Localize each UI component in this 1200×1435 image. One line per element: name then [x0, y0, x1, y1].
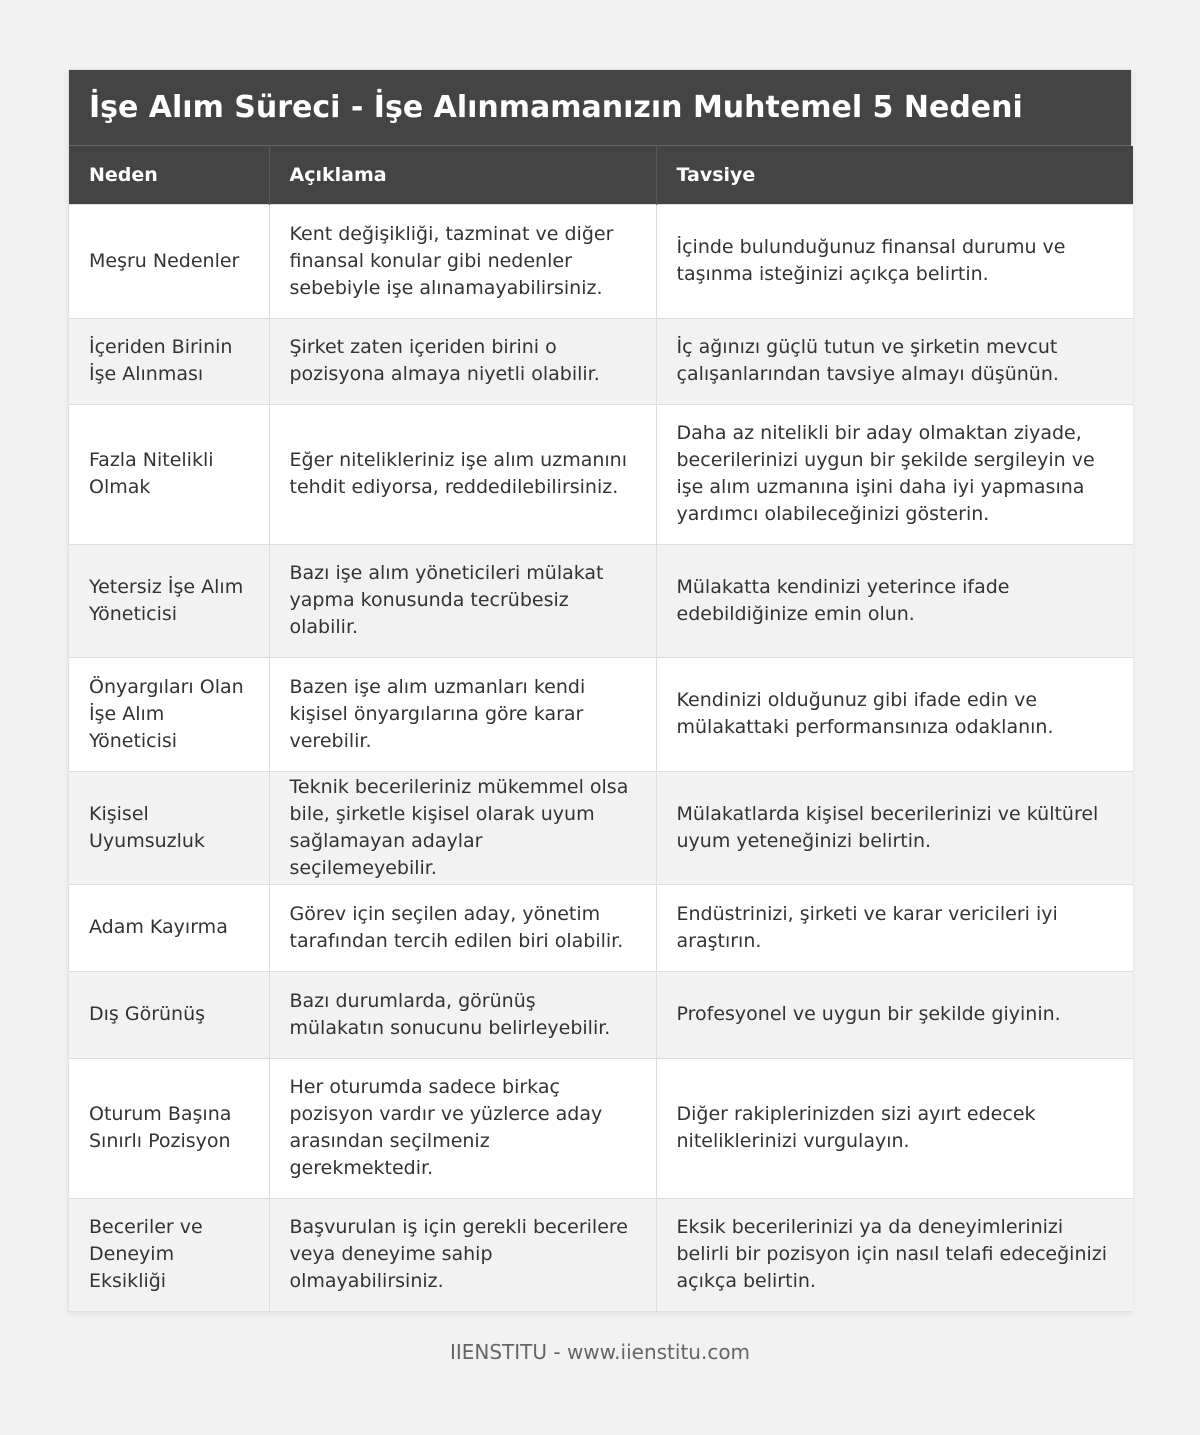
reasons-table	[69, 146, 1133, 1311]
advice-cell: İç ağınızı güçlü tutun ve şirketin mevcut çalışanlarından tavsiye almayı düşünün.	[656, 318, 1133, 404]
advice-cell: Endüstrinizi, şirketi ve karar vericileri iyi araştırın.	[656, 884, 1133, 971]
footer-credit: IIENSTITU - www.iienstitu.com	[449, 1340, 751, 1364]
table-row	[69, 657, 1133, 771]
advice-cell: Kendinizi olduğunuz gibi ifade edin ve mülakattaki performansınıza odaklanın.	[656, 657, 1133, 771]
advice-cell: Daha az nitelikli bir aday olmaktan ziyade, becerilerinizi uygun bir şekilde sergileyin ve işe alım uzmanına işini daha iyi yapmasına yardımcı olabileceğinizi gösterin.	[656, 404, 1133, 544]
advice-cell: İçinde bulunduğunuz finansal durumu ve taşınma isteğinizi açıkça belirtin.	[656, 204, 1133, 318]
advice-cell: Mülakatlarda kişisel becerilerinizi ve kültürel uyum yeteneğinizi belirtin.	[656, 771, 1133, 884]
table-title: İşe Alım Süreci - İşe Alınmamanızın Muhtemel 5 Nedeni	[69, 70, 1131, 146]
description-cell: Bazen işe alım uzmanları kendi kişisel önyargılarına göre karar verebilir.	[269, 657, 656, 771]
column-header-advice: Tavsiye	[656, 146, 1133, 204]
reason-cell: Beceriler ve Deneyim Eksikliği	[69, 1198, 269, 1311]
table-row	[69, 204, 1133, 318]
table-row	[69, 1058, 1133, 1198]
table-row	[69, 318, 1133, 404]
description-cell: Başvurulan iş için gerekli becerilere veya deneyime sahip olmayabilirsiniz.	[269, 1198, 656, 1311]
table-row	[69, 1198, 1133, 1311]
reason-cell: Kişisel Uyumsuzluk	[69, 771, 269, 884]
reason-cell: Yetersiz İşe Alım Yöneticisi	[69, 544, 269, 657]
table-row	[69, 884, 1133, 971]
table-row	[69, 771, 1133, 884]
description-cell: Kent değişikliği, tazminat ve diğer finansal konular gibi nedenler sebebiyle işe alınamayabilirsiniz.	[269, 204, 656, 318]
reason-cell: Adam Kayırma	[69, 884, 269, 971]
reason-cell: Önyargıları Olan İşe Alım Yöneticisi	[69, 657, 269, 771]
description-cell: Görev için seçilen aday, yönetim tarafından tercih edilen biri olabilir.	[269, 884, 656, 971]
column-header-description: Açıklama	[269, 146, 656, 204]
table-row	[69, 971, 1133, 1058]
description-cell: Eğer nitelikleriniz işe alım uzmanını tehdit ediyorsa, reddedilebilirsiniz.	[269, 404, 656, 544]
column-header-reason: Neden	[69, 146, 269, 204]
advice-cell: Diğer rakiplerinizden sizi ayırt edecek niteliklerinizi vurgulayın.	[656, 1058, 1133, 1198]
header-row	[69, 146, 1133, 204]
reason-cell: Meşru Nedenler	[69, 204, 269, 318]
description-cell: Teknik becerileriniz mükemmel olsa bile, şirketle kişisel olarak uyum sağlamayan adaylar seçilemeyebilir.	[269, 771, 656, 884]
advice-cell: Profesyonel ve uygun bir şekilde giyinin.	[656, 971, 1133, 1058]
table-row	[69, 544, 1133, 657]
description-cell: Bazı işe alım yöneticileri mülakat yapma konusunda tecrübesiz olabilir.	[269, 544, 656, 657]
table-row	[69, 404, 1133, 544]
reason-cell: İçeriden Birinin İşe Alınması	[69, 318, 269, 404]
description-cell: Şirket zaten içeriden birini o pozisyona almaya niyetli olabilir.	[269, 318, 656, 404]
description-cell: Her oturumda sadece birkaç pozisyon vardır ve yüzlerce aday arasından seçilmeniz gerekmektedir.	[269, 1058, 656, 1198]
reason-cell: Dış Görünüş	[69, 971, 269, 1058]
reason-cell: Fazla Nitelikli Olmak	[69, 404, 269, 544]
reason-cell: Oturum Başına Sınırlı Pozisyon	[69, 1058, 269, 1198]
advice-cell: Mülakatta kendinizi yeterince ifade edebildiğinize emin olun.	[656, 544, 1133, 657]
description-cell: Bazı durumlarda, görünüş mülakatın sonucunu belirleyebilir.	[269, 971, 656, 1058]
advice-cell: Eksik becerilerinizi ya da deneyimlerinizi belirli bir pozisyon için nasıl telafi edeceğinizi açıkça belirtin.	[656, 1198, 1133, 1311]
reasons-card	[68, 69, 1132, 1312]
